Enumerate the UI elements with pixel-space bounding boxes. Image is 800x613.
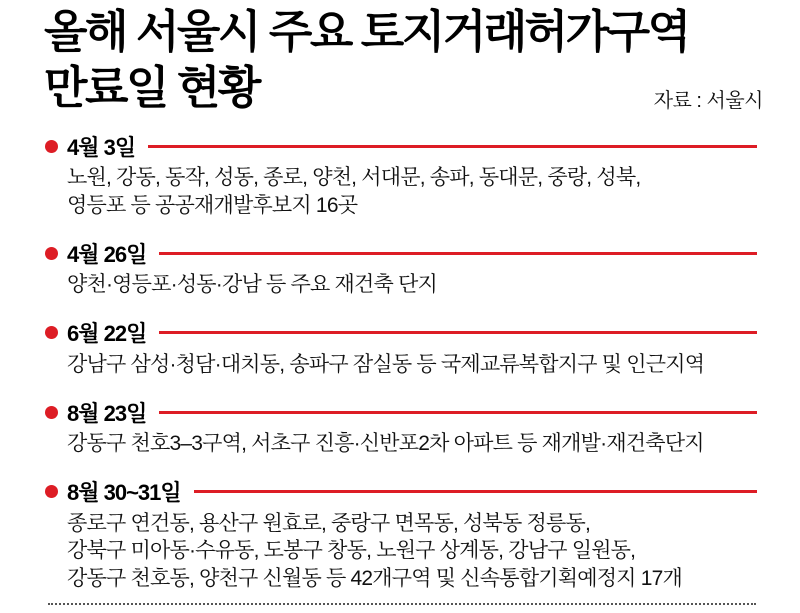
bottom-dotted-divider — [48, 603, 756, 605]
source-credit: 자료 : 서울시 — [653, 90, 763, 112]
section-header — [45, 399, 763, 425]
red-bullet-icon — [45, 406, 58, 419]
red-bullet-icon — [45, 247, 58, 260]
red-rule-divider — [159, 331, 757, 334]
section-body-line: 강북구 미아동·수유동, 도봉구 창동, 노원구 상계동, 강남구 일원동, — [67, 539, 636, 562]
section-header — [45, 479, 763, 505]
section-date: 6월 22일 — [67, 321, 147, 346]
section-body-line: 노원, 강동, 동작, 성동, 종로, 양천, 서대문, 송파, 동대문, 중랑, 성북, — [67, 166, 641, 189]
section-header — [45, 240, 763, 266]
section-body — [67, 271, 763, 299]
section-date: 4월 3일 — [67, 134, 136, 160]
red-bullet-icon — [45, 326, 58, 339]
red-rule-divider — [194, 490, 757, 493]
red-rule-divider — [159, 411, 757, 414]
section-header — [45, 133, 763, 159]
section-date: 8월 23일 — [67, 400, 147, 426]
page-title-line2: 만료일 현황 — [44, 62, 259, 113]
timeline-section-august30-31 — [45, 479, 763, 593]
timeline-section-april3 — [45, 133, 763, 219]
red-bullet-icon — [45, 140, 58, 153]
timeline-sections — [45, 133, 763, 613]
section-body — [67, 510, 763, 593]
timeline-section-april26 — [45, 240, 763, 299]
timeline-section-august23 — [45, 399, 763, 458]
section-body-line: 종로구 연건동, 용산구 원효로, 중랑구 면목동, 성북동 정릉동, — [67, 511, 591, 535]
section-body — [67, 351, 763, 379]
red-bullet-icon — [45, 485, 58, 498]
page-title-line1: 올해 서울시 주요 토지거래허가구역 — [44, 6, 689, 57]
section-body-line: 강동구 천호3–3구역, 서초구 진흥·신반포2차 아파트 등 재개발·재건축단지 — [67, 432, 704, 455]
section-body-line: 영등포 등 공공재개발후보지 16곳 — [67, 193, 358, 217]
section-body — [67, 164, 763, 219]
section-header — [45, 320, 763, 346]
section-body-line: 강동구 천호동, 양천구 신월동 등 42개구역 및 신속통합기획예정지 17개 — [67, 566, 682, 590]
section-date: 8월 30~31일 — [67, 480, 181, 505]
red-rule-divider — [159, 252, 757, 255]
page-title — [44, 4, 689, 116]
section-body-line: 양천·영등포·성동·강남 등 주요 재건축 단지 — [67, 273, 437, 296]
red-rule-divider — [148, 145, 757, 148]
section-body-line: 강남구 삼성·청담·대치동, 송파구 잠실동 등 국제교류복합지구 및 인근지역 — [67, 352, 705, 376]
timeline-section-june22 — [45, 320, 763, 379]
section-body — [67, 430, 763, 458]
section-date: 4월 26일 — [67, 241, 147, 267]
